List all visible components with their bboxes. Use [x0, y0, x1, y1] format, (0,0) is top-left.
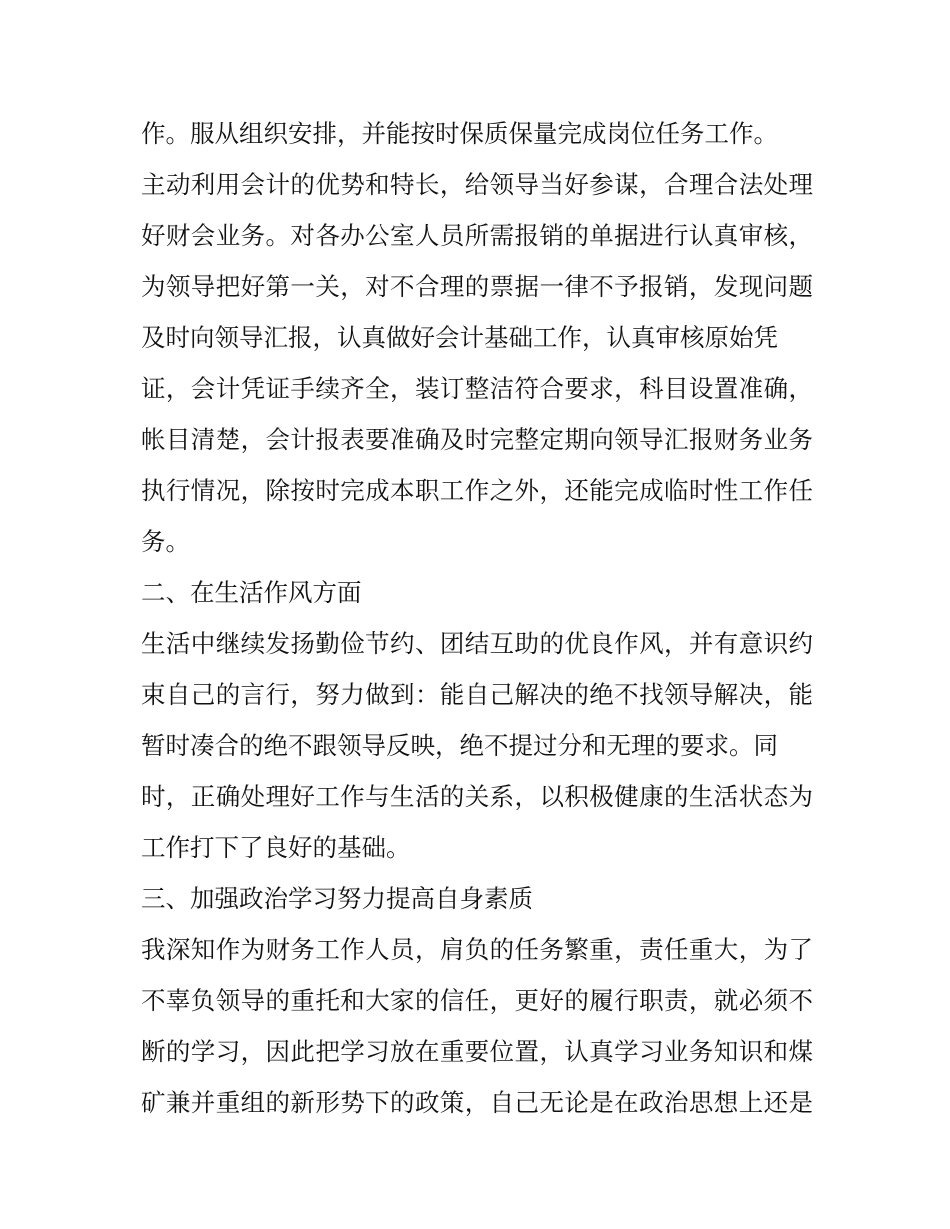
text-line: 执行情况，除按时完成本职工作之外，还能完成临时性工作任 — [141, 476, 813, 505]
text-line: 时，正确处理好工作与生活的关系，以积极健康的生活状态为 — [141, 782, 813, 811]
text-line: 及时向领导汇报，认真做好会计基础工作，认真审核原始凭 — [141, 323, 778, 352]
text-line: 工作打下了良好的基础。 — [141, 833, 411, 862]
text-line: 断的学习，因此把学习放在重要位置，认真学习业务知识和煤 — [141, 1037, 813, 1066]
text-line: 我深知作为财务工作人员，肩负的任务繁重，责任重大，为了 — [141, 935, 813, 964]
text-line: 生活中继续发扬勤俭节约、团结互助的优良作风，并有意识约 — [141, 629, 813, 658]
document-body — [141, 108, 813, 1128]
text-line: 好财会业务。对各办公室人员所需报销的单据进行认真审核， — [141, 221, 813, 250]
text-line: 务。 — [141, 527, 190, 556]
text-line: 束自己的言行，努力做到：能自己解决的绝不找领导解决，能 — [141, 680, 813, 709]
text-line: 证，会计凭证手续齐全，装订整洁符合要求，科目设置准确， — [141, 374, 813, 403]
text-line: 为领导把好第一关，对不合理的票据一律不予报销，发现问题 — [141, 272, 813, 301]
text-line: 帐目清楚，会计报表要准确及时完整定期向领导汇报财务业务 — [141, 425, 813, 454]
text-line: 作。服从组织安排，并能按时保质保量完成岗位任务工作。 — [141, 119, 778, 148]
text-line: 暂时凑合的绝不跟领导反映，绝不提过分和无理的要求。同 — [141, 731, 778, 760]
text-line: 二、在生活作风方面 — [141, 578, 362, 607]
text-line: 三、加强政治学习努力提高自身素质 — [141, 884, 533, 913]
text-line: 不辜负领导的重托和大家的信任，更好的履行职责，就必须不 — [141, 986, 813, 1015]
text-line: 主动利用会计的优势和特长，给领导当好参谋，合理合法处理 — [141, 170, 813, 199]
text-line: 矿兼并重组的新形势下的政策，自己无论是在政治思想上还是 — [141, 1088, 813, 1117]
